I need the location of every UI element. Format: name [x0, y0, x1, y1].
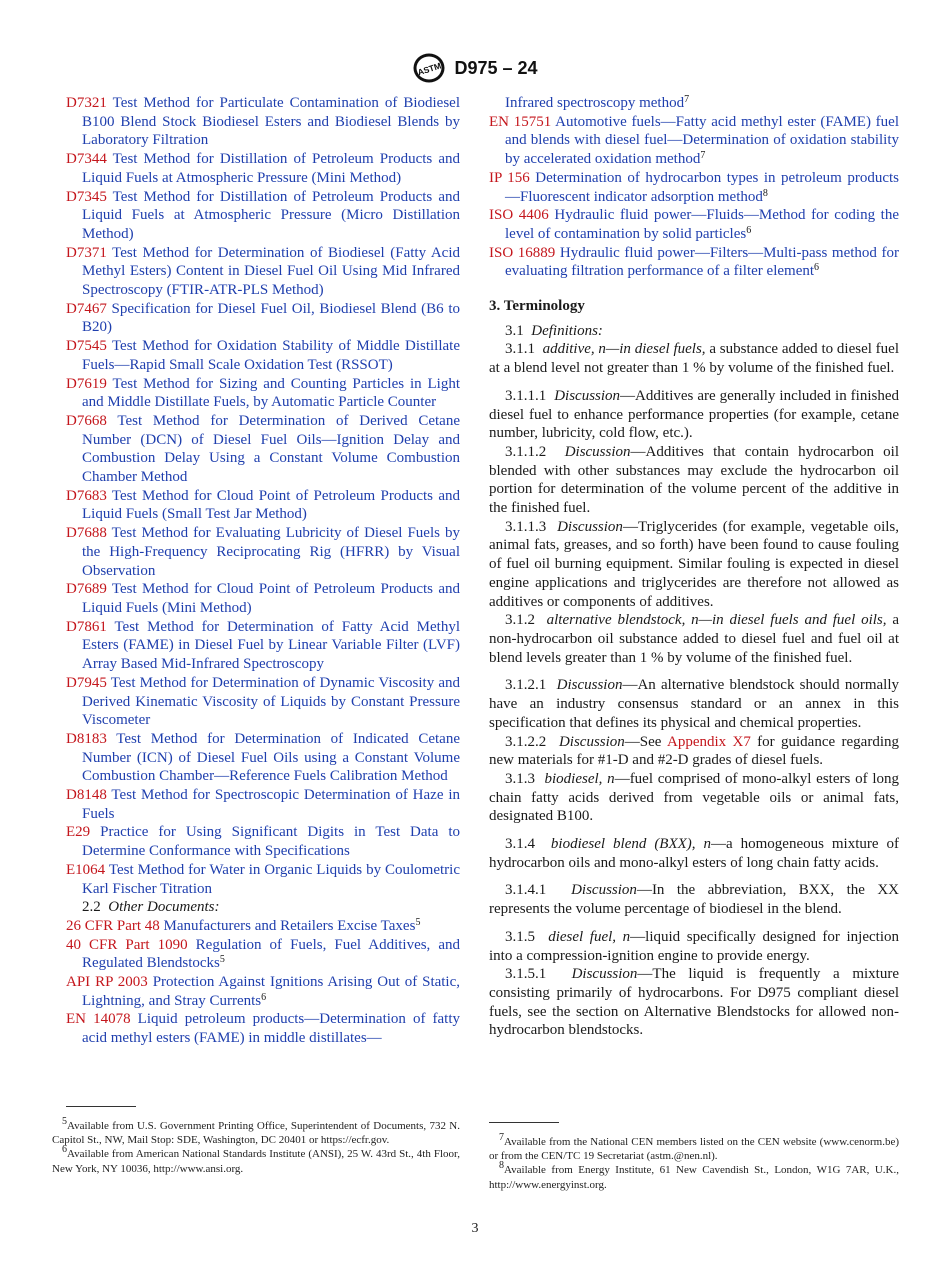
reference-title-link[interactable]: Test Method for Evaluating Lubricity of Diesel Fuels by the High-Frequency Reciprocating Rig (HFRR) by Visual Observation: [82, 525, 460, 579]
reference-title-link[interactable]: Hydraulic fluid power—Filters—Multi-pass method for evaluating filtration performance of a filter element: [505, 244, 900, 280]
discussion-3-1-1-2: 3.1.1.2 Discussion—Additives that contain hydrocarbon oil blended with other substances may exclude the hydrocarbon oil portion for determination of the volume percent of the additive in the finished fuel.: [489, 443, 899, 517]
reference-entry: [489, 169, 899, 206]
reference-entry: [489, 244, 899, 281]
left-column: [66, 94, 460, 1048]
reference-title-link[interactable]: Test Method for Particulate Contamination of Biodiesel B100 Blend Stock Biodiesel Esters and Biodiesel Blends by Laboratory Filtration: [82, 95, 460, 149]
svg-text:ASTM: ASTM: [416, 60, 443, 78]
reference-title-link[interactable]: Test Method for Determination of Derived Cetane Number (DCN) of Diesel Fuel Oils—Ignition Delay and Combustion Delay Using a Constant Volume Combustion Chamber Method: [82, 412, 460, 486]
reference-entry: [66, 524, 460, 580]
definitions-heading: 3.1 Definitions:: [505, 322, 603, 339]
footnote-marker: 5: [415, 916, 421, 928]
footnote-text: Available from the National CEN members listed on the CEN website (www.cenorm.be) or from the CEN/TC 19 Secretariat (astm.@nen.nl).: [489, 1136, 899, 1163]
footnote-rule-left: [66, 1106, 136, 1107]
reference-title-link[interactable]: Determination of hydrocarbon types in petroleum products—Fluorescent indicator adsorption method: [505, 169, 899, 205]
other-documents-list: [66, 917, 460, 1048]
footnote-number: 8: [499, 1160, 504, 1172]
footnote-text: Available from Energy Institute, 61 New Cavendish St., London, W1G 7AR, U.K., http://www.energyinst.org.: [489, 1164, 899, 1191]
reference-code-link[interactable]: D7371: [66, 244, 107, 261]
reference-entry: [66, 973, 460, 1010]
discussion-3-1-1-3: 3.1.1.3 Discussion—Triglycerides (for example, vegetable oils, animal fats, greases, and so forth) have been found to cause fouling of fuel oil burning equipment. Similar fouling is expected in diesel engine applications and triglycerides are therefore not allowed as additives or components of additives.: [489, 518, 899, 610]
definition-alternative-blendstock: 3.1.2 alternative blendstock, n—in diesel fuels and fuel oils, a non-hydrocarbon oil substance added to diesel fuel and fuel oil at blend levels greater than 1 % by volume of the finished fuel.: [489, 612, 899, 666]
reference-title-link[interactable]: Test Method for Determination of Biodiesel (Fatty Acid Methyl Esters) Content in Diesel Fuel Oil Using Mid Infrared Spectroscopy (FTIR-ATR-PLS Method): [82, 244, 460, 299]
footnote-text: Available from American National Standards Institute (ANSI), 25 W. 43rd St., 4th Floor, New York, NY 10036, http://www.ansi.org.: [52, 1148, 460, 1175]
reference-entry: [66, 1010, 460, 1047]
referenced-documents-list-continued: [489, 94, 899, 281]
footnote-marker: 5: [219, 954, 225, 966]
reference-entry: [66, 917, 460, 936]
reference-entry: [489, 206, 899, 243]
reference-title-link[interactable]: Practice for Using Significant Digits in Test Data to Determine Conformance with Specifications: [82, 824, 460, 860]
discussion-3-1-1-1: 3.1.1.1 Discussion—Additives are generally included in finished diesel fuel to enhance performance properties (for example, cetane number, lubricity, cold flow, etc.).: [489, 387, 899, 442]
reference-title-link[interactable]: Test Method for Oxidation Stability of Middle Distillate Fuels—Rapid Small Scale Oxidation Test (RSSOT): [82, 338, 461, 373]
reference-title-link[interactable]: Protection Against Ignitions Arising Out of Static, Lightning, and Stray Currents: [82, 974, 461, 1009]
footnote-marker: 7: [700, 150, 706, 162]
reference-title-link[interactable]: Test Method for Water in Organic Liquids by Coulometric Karl Fischer Titration: [82, 861, 460, 897]
discussion-3-1-5-1: 3.1.5.1 Discussion—The liquid is frequently a mixture consisting primarily of hydrocarbons. For D975 compliant diesel fuels, see the section on Alternative Blendstocks for allowed non-hydrocarbon blendstocks.: [489, 966, 900, 1039]
reference-code-link[interactable]: E29: [66, 824, 91, 841]
definition-additive: 3.1.1 additive, n—in diesel fuels, a substance added to diesel fuel at a blend level not greater than 1 % by volume of the finished fuel.: [489, 341, 899, 377]
footnote-marker: 6: [261, 991, 267, 1003]
reference-title-link[interactable]: Test Method for Cloud Point of Petroleum Products and Liquid Fuels (Mini Method): [82, 581, 460, 616]
reference-entry: [489, 94, 899, 113]
reference-code-link[interactable]: D7945: [66, 674, 107, 691]
right-column: [489, 94, 899, 1040]
reference-title-link[interactable]: Hydraulic fluid power—Fluids—Method for coding the level of contamination by solid particles: [505, 207, 900, 242]
reference-title-link[interactable]: Test Method for Determination of Fatty Acid Methyl Esters (FAME) in Diesel Fuel by Linear Variable Filter (LVF) Array Based Mid-Infrared Spectroscopy: [82, 618, 460, 673]
reference-code-link[interactable]: D7861: [66, 618, 107, 635]
reference-entry: [66, 150, 460, 187]
reference-code-link[interactable]: 26 CFR Part 48: [66, 917, 160, 934]
footnote-text: Available from U.S. Government Printing Office, Superintendent of Documents, 732 N. Capitol St., NW, Mail Stop: SDE, Washington, DC 20401 or https://ecfr.gov.: [52, 1120, 460, 1147]
reference-title-link[interactable]: Test Method for Determination of Dynamic Viscosity and Derived Kinematic Viscosity of Liquids by Constant Pressure Viscometer: [82, 674, 461, 729]
reference-code-link[interactable]: D7321: [66, 95, 107, 111]
reference-code-link[interactable]: D7545: [66, 338, 107, 355]
reference-code-link[interactable]: 40 CFR Part 1090: [66, 936, 188, 953]
document-designation: D975 – 24: [454, 57, 538, 78]
reference-title-link[interactable]: Test Method for Cloud Point of Petroleum Products and Liquid Fuels (Small Test Jar Method): [82, 487, 460, 523]
footnote-marker: 6: [746, 224, 752, 236]
footnote-number: 7: [499, 1132, 504, 1143]
reference-entry: [66, 412, 460, 487]
reference-code-link[interactable]: D7683: [66, 487, 107, 504]
discussion-3-1-2-1: 3.1.2.1 Discussion—An alternative blendstock should normally have an industry consensus standard or an annex in this specification that defines its physical and chemical properties.: [489, 677, 899, 731]
reference-entry: [66, 786, 460, 823]
definition-diesel-fuel: 3.1.5 diesel fuel, n—liquid specifically designed for injection into a compression-ignition engine to provide energy.: [489, 928, 900, 964]
reference-code-link[interactable]: API RP 2003: [66, 974, 148, 991]
reference-code-link[interactable]: D7668: [66, 412, 107, 429]
reference-entry: [66, 337, 460, 374]
reference-title-link[interactable]: Test Method for Distillation of Petroleum Products and Liquid Fuels at Atmospheric Pressure (Mini Method): [82, 151, 460, 186]
reference-title-link[interactable]: Test Method for Distillation of Petroleum Products and Liquid Fuels at Atmospheric Pressure (Micro Distillation Method): [82, 188, 460, 242]
footnote: [489, 1160, 899, 1191]
reference-entry: [66, 244, 460, 300]
reference-entry: [489, 113, 899, 169]
appendix-x7-link[interactable]: Appendix X7: [666, 733, 751, 750]
reference-code-link[interactable]: ISO 4406: [489, 207, 549, 224]
reference-title-link[interactable]: Specification for Diesel Fuel Oil, Biodiesel Blend (B6 to B20): [82, 300, 460, 336]
reference-title-link[interactable]: Test Method for Determination of Indicated Cetane Number (ICN) of Diesel Fuel Oils using a Constant Volume Combustion Chamber—Reference Fuels Calibration Method: [82, 730, 460, 785]
definition-biodiesel-blend: 3.1.4 biodiesel blend (BXX), n—a homogeneous mixture of hydrocarbon oils and mono-alkyl esters of long chain fatty acids.: [489, 836, 899, 871]
footnote-marker: 6: [814, 262, 820, 274]
reference-code-link[interactable]: D7344: [66, 151, 107, 168]
reference-code-link[interactable]: D7345: [66, 188, 107, 205]
discussion-3-1-4-1: 3.1.4.1 Discussion—In the abbreviation, BXX, the XX represents the volume percentage of biodiesel in the blend.: [489, 882, 899, 918]
reference-code-link[interactable]: D7467: [66, 300, 107, 317]
reference-code-link[interactable]: E1064: [66, 861, 106, 878]
footnote: [52, 1116, 460, 1147]
footnotes-left: [52, 1116, 460, 1176]
reference-code-link[interactable]: D8148: [66, 787, 107, 804]
reference-entry: [66, 300, 460, 337]
footnotes-right: [489, 1132, 899, 1192]
reference-code-link[interactable]: D7689: [66, 581, 107, 598]
reference-title-link[interactable]: Infrared spectroscopy method: [505, 95, 685, 111]
footnote: [489, 1132, 899, 1163]
footnote-rule-right: [489, 1122, 559, 1123]
reference-code-link[interactable]: D7688: [66, 525, 107, 542]
reference-entry: [66, 188, 460, 244]
reference-entry: [66, 823, 460, 860]
reference-title-link[interactable]: Test Method for Sizing and Counting Particles in Light and Middle Distillate Fuels, by Automatic Particle Counter: [82, 375, 460, 411]
reference-title-link[interactable]: Automotive fuels—Fatty acid methyl ester (FAME) fuel and blends with diesel fuel—Determination of oxidation stability by accelerated oxidation method: [505, 113, 899, 168]
footnote: [52, 1144, 460, 1175]
page-number: 3: [471, 1221, 479, 1236]
reference-entry: [66, 487, 460, 524]
reference-code-link[interactable]: IP 156: [489, 169, 530, 186]
reference-code-link[interactable]: ISO 16889: [489, 244, 556, 261]
reference-code-link[interactable]: EN 15751: [489, 113, 552, 130]
reference-entry: [66, 375, 460, 412]
reference-code-link[interactable]: EN 14078: [66, 1011, 131, 1028]
discussion-3-1-2-2: 3.1.2.2 Discussion—See Appendix X7 for guidance regarding new materials for #1-D and #2-D grades of diesel fuels.: [489, 733, 899, 769]
footnote-number: 6: [62, 1144, 67, 1156]
reference-title-link[interactable]: Regulation of Fuels, Fuel Additives, and Regulated Blendstocks: [82, 936, 461, 972]
reference-title-link[interactable]: Manufacturers and Retailers Excise Taxes: [163, 917, 416, 934]
footnote-marker: 7: [684, 94, 690, 105]
astm-logo-icon: [412, 52, 446, 84]
reference-entry: [66, 936, 460, 973]
definition-biodiesel: 3.1.3 biodiesel, n—fuel comprised of mono-alkyl esters of long chain fatty acids derived from vegetable oils or animal fats, designated B100.: [489, 770, 899, 825]
reference-entry: [66, 580, 460, 617]
reference-code-link[interactable]: D8183: [66, 730, 107, 747]
reference-title-link[interactable]: Liquid petroleum products—Determination of fatty acid methyl esters (FAME) in middle distillates—: [82, 1011, 461, 1047]
referenced-standards-list: [66, 94, 460, 898]
other-documents-heading: 2.2 Other Documents:: [82, 899, 220, 916]
reference-entry: [66, 674, 460, 730]
reference-entry: [66, 618, 460, 674]
reference-title-link[interactable]: Test Method for Spectroscopic Determination of Haze in Fuels: [82, 787, 460, 822]
reference-entry: [66, 94, 460, 150]
reference-entry: [66, 861, 460, 898]
section-heading-terminology: 3. Terminology: [489, 298, 585, 315]
reference-code-link[interactable]: D7619: [66, 375, 107, 392]
reference-entry: [66, 730, 460, 786]
footnote-number: 5: [62, 1116, 67, 1127]
footnote-marker: 8: [762, 187, 768, 199]
page-header: [0, 52, 950, 84]
